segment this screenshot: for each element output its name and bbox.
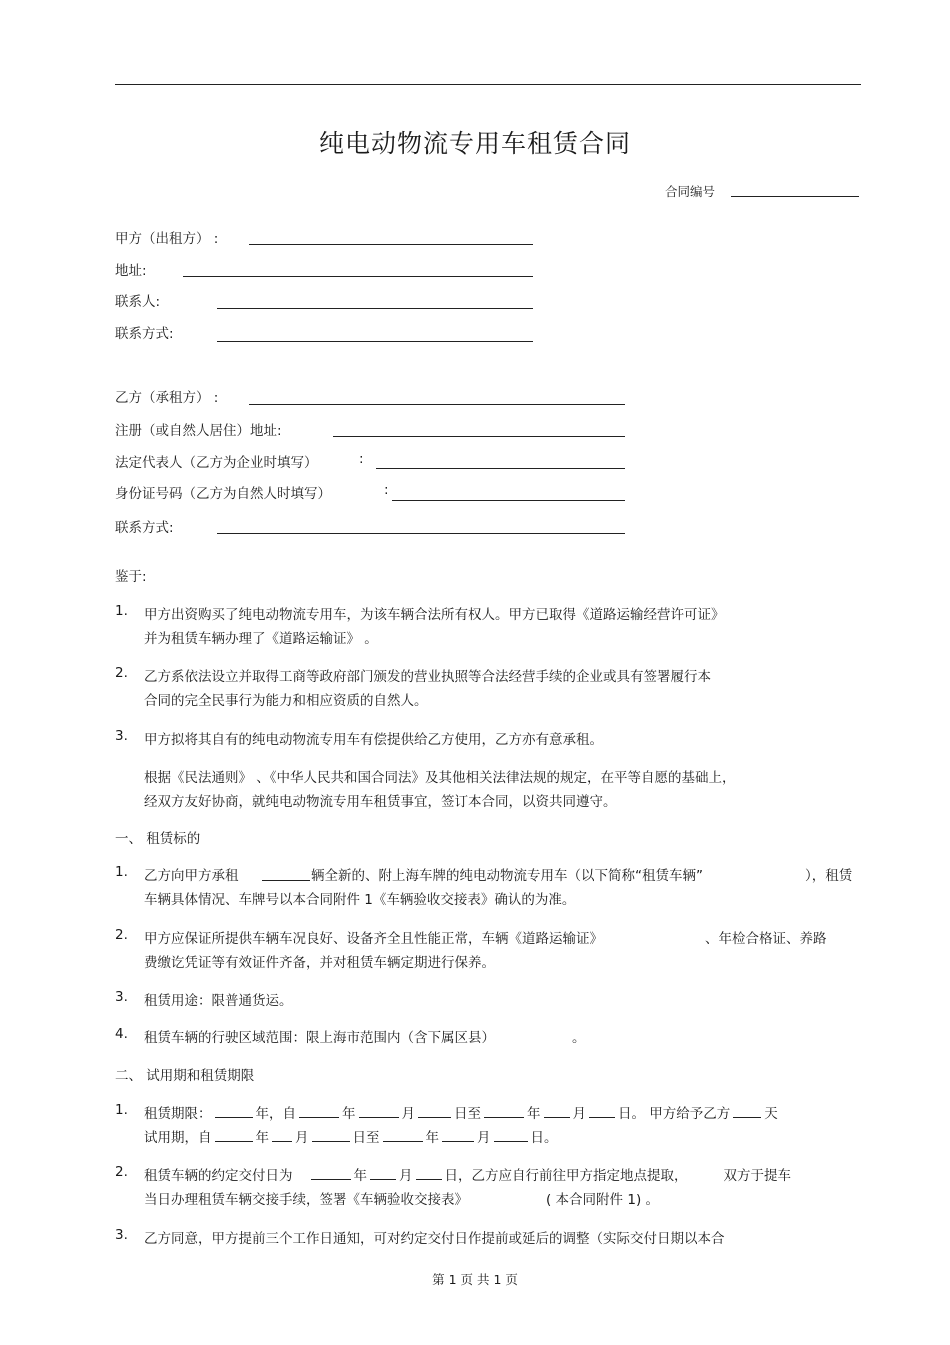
party-b-id-field[interactable] xyxy=(392,500,625,501)
clause-text: 乙方同意，甲方提前三个工作日通知，可对约定交付日作提前或延后的调整（实际交付日期以本合 xyxy=(144,1231,725,1247)
end-day-field[interactable] xyxy=(589,1103,615,1118)
party-b-reg-address-label: 注册（或自然人居住）地址: xyxy=(115,423,282,439)
start-month-field[interactable] xyxy=(359,1103,399,1118)
page-footer: 第 1 页 共 1 页 xyxy=(432,1272,518,1287)
trial-start-year-field[interactable] xyxy=(215,1127,253,1142)
trial-end-year-field[interactable] xyxy=(383,1127,423,1142)
recital-number: 1. xyxy=(115,603,128,619)
lease-term-text: 日至 xyxy=(454,1106,481,1122)
whereas-label: 鉴于: xyxy=(115,569,147,585)
trial-text: 日至 xyxy=(352,1130,380,1146)
end-month-field[interactable] xyxy=(544,1103,570,1118)
start-day-field[interactable] xyxy=(418,1103,451,1118)
delivery-text: 双方于提车 xyxy=(723,1168,791,1184)
party-b-contact-method-label: 联系方式: xyxy=(115,520,174,536)
trial-text: 年 xyxy=(255,1130,269,1146)
clause-number: 3. xyxy=(115,1227,128,1243)
trial-end-day-field[interactable] xyxy=(494,1127,528,1142)
party-b-reg-address-field[interactable] xyxy=(333,436,625,437)
clause-text: 。 xyxy=(572,1030,586,1046)
delivery-year-field[interactable] xyxy=(311,1165,351,1180)
clause-number: 1. xyxy=(115,864,128,880)
clause-text: 当日办理租赁车辆交接手续，签署《车辆验收交接表》 xyxy=(144,1192,468,1208)
trial-period-line xyxy=(144,1126,558,1146)
clause-text: 乙方向甲方承租 xyxy=(144,868,239,884)
clause-text: ( 本合同附件 1) 。 xyxy=(546,1192,659,1208)
contract-no-label: 合同编号 xyxy=(665,184,716,199)
trial-text: 月 xyxy=(477,1130,491,1146)
party-b-contact-method-field[interactable] xyxy=(217,533,625,534)
clause-number: 3. xyxy=(115,989,128,1005)
trial-text: 年 xyxy=(425,1130,439,1146)
recital-number: 3. xyxy=(115,728,128,744)
lease-term-text: 月 xyxy=(572,1106,586,1122)
delivery-text: 月 xyxy=(399,1168,413,1184)
end-year-field[interactable] xyxy=(484,1103,524,1118)
delivery-text: 年 xyxy=(353,1168,367,1184)
party-a-contact-method-label: 联系方式: xyxy=(115,326,174,342)
party-b-id-colon: : xyxy=(384,482,389,498)
recital-text: 并为租赁车辆办理了《道路运输证》 。 xyxy=(144,631,378,647)
party-a-address-field[interactable] xyxy=(183,276,533,277)
top-rule xyxy=(115,84,861,85)
delivery-text: 日，乙方应自行前往甲方指定地点提取， xyxy=(444,1168,688,1184)
delivery-date-line xyxy=(144,1164,791,1184)
party-b-legal-rep-field[interactable] xyxy=(376,468,625,469)
contract-no-field[interactable] xyxy=(731,196,859,197)
start-year-field[interactable] xyxy=(299,1103,339,1118)
recital-text: 合同的完全民事行为能力和相应资质的自然人。 xyxy=(144,693,428,709)
party-a-contact-field[interactable] xyxy=(217,308,533,309)
lease-term-line xyxy=(144,1102,778,1122)
delivery-text: 租赁车辆的约定交付日为 xyxy=(144,1168,293,1184)
clause-number: 4. xyxy=(115,1026,128,1042)
lease-term-text: 月 xyxy=(401,1106,415,1122)
clause-text: 租赁用途：限普通货运。 xyxy=(144,993,293,1009)
lease-term-text: 年 xyxy=(527,1106,541,1122)
lease-term-text: 年，自 xyxy=(255,1106,296,1122)
document-title: 纯电动物流专用车租赁合同 xyxy=(318,129,631,158)
lease-term-text: 天 xyxy=(764,1106,778,1122)
party-a-field[interactable] xyxy=(249,244,533,245)
clause-text: 费缴讫凭证等有效证件齐备，并对租赁车辆定期进行保养。 xyxy=(144,955,495,971)
vehicle-count-field[interactable] xyxy=(262,880,310,881)
party-a-address-label: 地址: xyxy=(115,263,147,279)
party-b-id-label: 身份证号码（乙方为自然人时填写） xyxy=(115,486,331,502)
lease-term-text: 年 xyxy=(342,1106,356,1122)
trial-text: 日。 xyxy=(530,1130,558,1146)
section-heading: 二、 试用期和租赁期限 xyxy=(115,1068,255,1084)
trial-end-month-field[interactable] xyxy=(442,1127,474,1142)
clause-text: 甲方应保证所提供车辆车况良好、设备齐全且性能正常，车辆《道路运输证》 xyxy=(144,931,603,947)
clause-number: 2. xyxy=(115,1164,128,1180)
party-b-legal-rep-colon: : xyxy=(359,451,364,467)
clause-text: 辆全新的、附上海车牌的纯电动物流专用车（以下简称“租赁车辆” xyxy=(311,868,703,884)
recital-text: 甲方出资购买了纯电动物流专用车，为该车辆合法所有权人。甲方已取得《道路运输经营许可证》 xyxy=(144,607,725,623)
trial-text: 月 xyxy=(295,1130,309,1146)
lease-term-text: 日。 甲方给予乙方 xyxy=(618,1106,731,1122)
clause-text: ），租赁 xyxy=(805,868,853,884)
trial-days-field[interactable] xyxy=(733,1103,761,1118)
clause-number: 1. xyxy=(115,1102,128,1118)
delivery-month-field[interactable] xyxy=(370,1165,396,1180)
party-b-legal-rep-label: 法定代表人（乙方为企业时填写） xyxy=(115,455,318,471)
trial-start-day-field[interactable] xyxy=(312,1127,350,1142)
trial-text: 试用期，自 xyxy=(144,1130,212,1146)
party-a-label: 甲方（出租方） : xyxy=(115,231,219,247)
clause-number: 2. xyxy=(115,927,128,943)
clause-text: 、年检合格证、养路 xyxy=(705,931,827,947)
recital-text: 甲方拟将其自有的纯电动物流专用车有偿提供给乙方使用，乙方亦有意承租。 xyxy=(144,732,603,748)
party-b-field[interactable] xyxy=(249,404,625,405)
delivery-day-field[interactable] xyxy=(416,1165,442,1180)
preamble-text: 根据《民法通则》 、《中华人民共和国合同法》及其他相关法律法规的规定，在平等自愿的基础上， xyxy=(144,770,736,786)
clause-text: 租赁车辆的行驶区域范围：限上海市范围内（含下属区县） xyxy=(144,1030,495,1046)
party-b-label: 乙方（承租方） : xyxy=(115,390,219,406)
trial-start-month-field[interactable] xyxy=(272,1127,292,1142)
party-a-contact-method-field[interactable] xyxy=(217,341,533,342)
clause-text: 车辆具体情况、车牌号以本合同附件 1《车辆验收交接表》确认的为准。 xyxy=(144,892,576,908)
recital-text: 乙方系依法设立并取得工商等政府部门颁发的营业执照等合法经营手续的企业或具有签署履行本 xyxy=(144,669,711,685)
section-heading: 一、 租赁标的 xyxy=(115,831,201,847)
recital-number: 2. xyxy=(115,665,128,681)
party-a-contact-label: 联系人: xyxy=(115,294,161,310)
preamble-text: 经双方友好协商，就纯电动物流专用车租赁事宜，签订本合同，以资共同遵守。 xyxy=(144,794,617,810)
lease-term-text: 租赁期限： xyxy=(144,1106,212,1122)
lease-years-field[interactable] xyxy=(215,1103,253,1118)
